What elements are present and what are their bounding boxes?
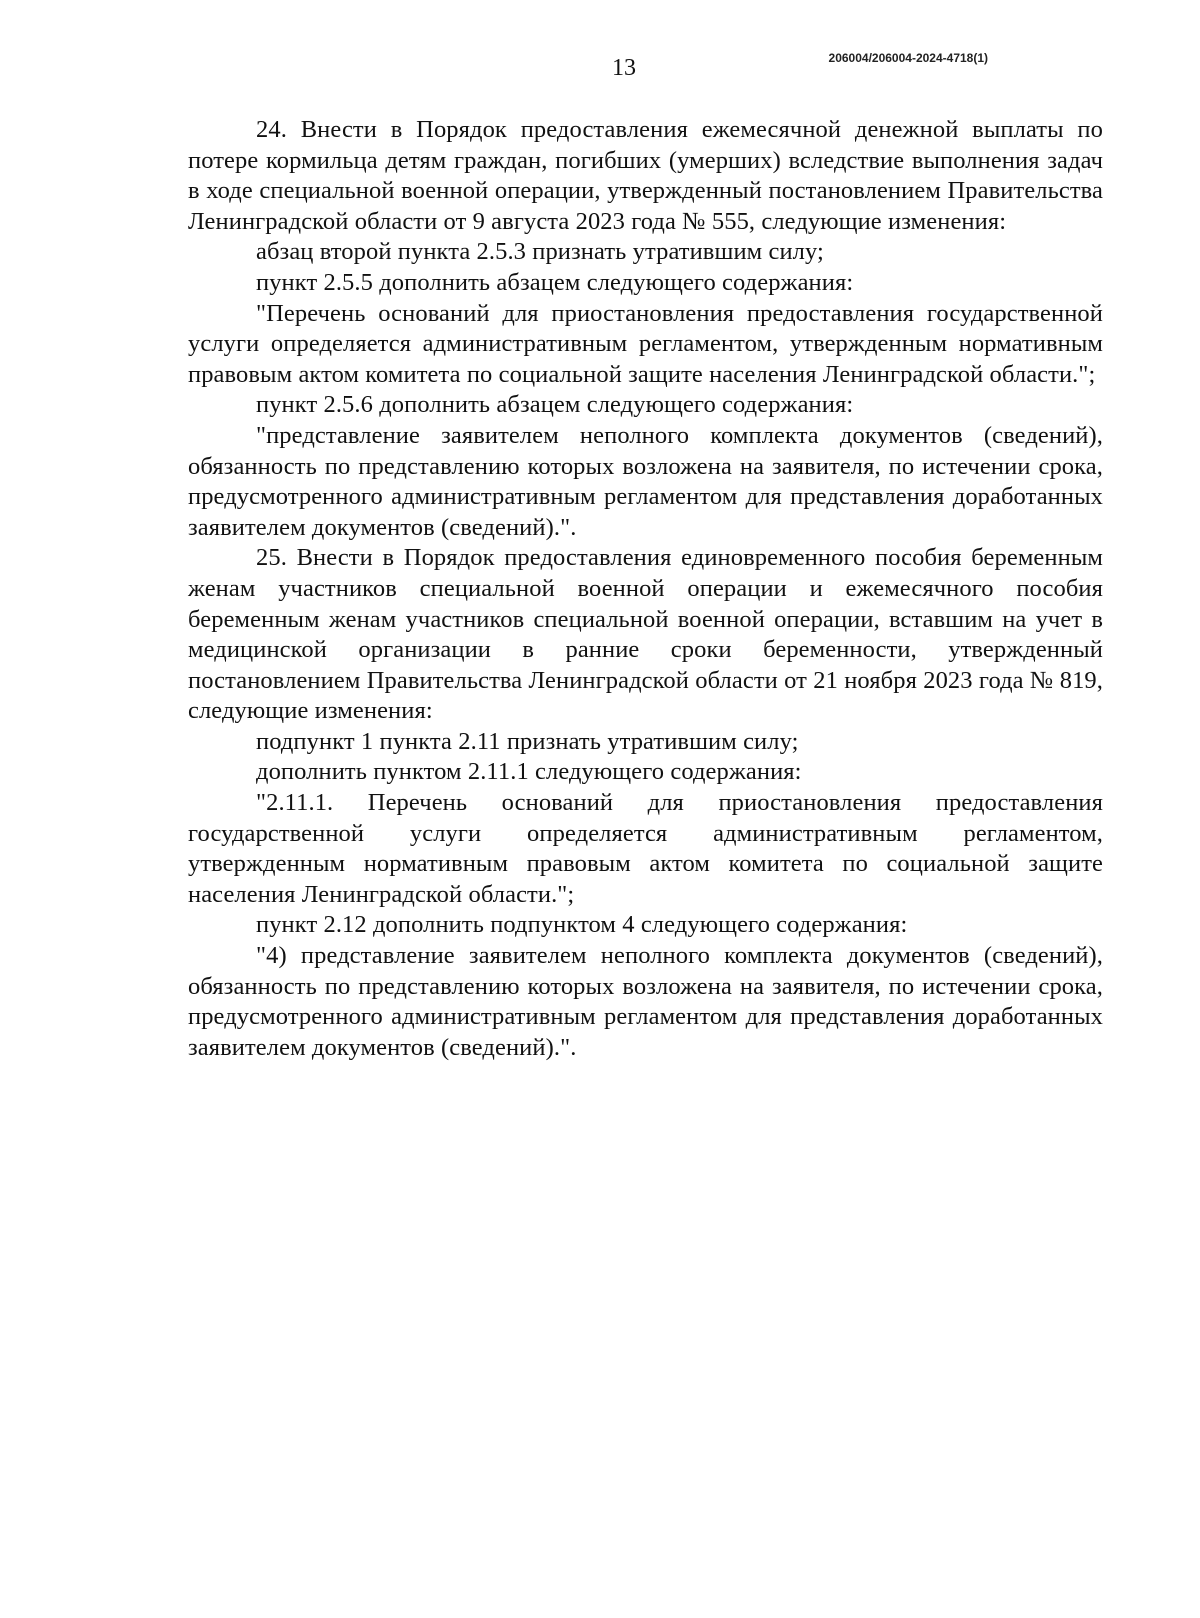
paragraph-amendment: пункт 2.12 дополнить подпунктом 4 следующего содержания: [256,911,908,939]
paragraph-quote: "представление заявителем неполного комплекта документов (сведений), обязанность по представлению которых возложена на заявителя, по истечении срока, предусмотренного административным регламентом для представления доработанных заявителем документов (сведений).". [188,421,1103,541]
document-id: 206004/206004-2024-4718(1) [828,51,988,65]
paragraph-amendment: пункт 2.5.5 дополнить абзацем следующего содержания: [256,268,854,296]
paragraph-quote: "2.11.1. Перечень оснований для приостановления предоставления государственной услуги определяется административным регламентом, утвержденным нормативным правовым актом комитета по социальной защите населения Ленинградской области."; [188,789,1103,908]
paragraph-amendment: подпункт 1 пункта 2.11 признать утратившим силу; [256,727,799,755]
paragraph-item-25: 25. Внести в Порядок предоставления единовременного пособия беременным женам участников специальной военной операции и ежемесячного пособия беременным женам участников специальной военной операции, вставшим на учет в медицинской организации в ранние сроки беременности, утвержденный постановлением Правительства Ленинградской области от 21 ноября 2023 года № 819, следующие изменения: [188,544,1103,725]
page-number: 13 [612,55,636,81]
paragraph-item-24: 24. Внести в Порядок предоставления ежемесячной денежной выплаты по потере кормильца детям граждан, погибших (умерших) вследствие выполнения задач в ходе специальной военной операции, утвержденный постановлением Правительства Ленинградской области от 9 августа 2023 года № 555, следующие изменения: [188,116,1103,235]
paragraph-quote: "4) представление заявителем неполного комплекта документов (сведений), обязанность по представлению которых возложена на заявителя, по истечении срока, предусмотренного административным регламентом для представления доработанных заявителем документов (сведений).". [188,942,1103,1061]
paragraph-amendment: абзац второй пункта 2.5.3 признать утратившим силу; [256,238,824,266]
document-body [188,115,1103,1063]
paragraph-amendment: пункт 2.5.6 дополнить абзацем следующего содержания: [256,391,854,419]
paragraph-amendment: дополнить пунктом 2.11.1 следующего содержания: [256,758,802,786]
paragraph-quote: "Перечень оснований для приостановления предоставления государственной услуги определяется административным регламентом, утвержденным нормативным правовым актом комитета по социальной защите населения Ленинградской области."; [188,299,1103,388]
